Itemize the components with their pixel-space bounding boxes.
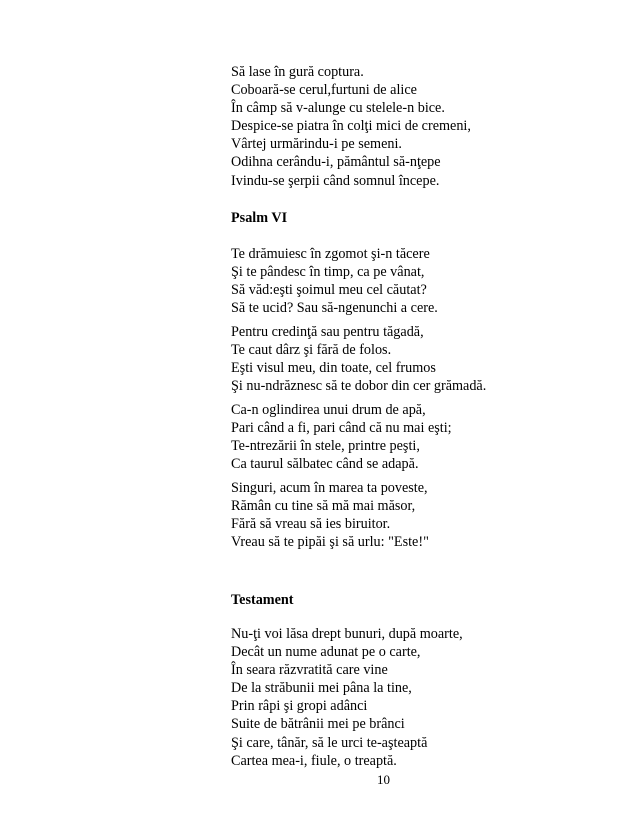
poem-line: Eşti visul meu, din toate, cel frumos (231, 360, 436, 377)
poem-line: Coboară-se cerul,furtuni de alice (231, 82, 417, 99)
poem-title-testament: Testament (231, 592, 294, 608)
poem-line: Ca-n oglindirea unui drum de apă, (231, 402, 426, 418)
poem-line: Odihna cerându-i, pământul să-nţepe (231, 154, 441, 171)
poem-line: Ivindu-se şerpii când somnul începe. (231, 172, 440, 189)
poem-line: Şi nu-ndrăznesc să te dobor din cer grămadă. (231, 378, 487, 395)
poem-line: Te caut dârz şi fără de folos. (231, 342, 392, 359)
poem-line: Despice-se piatra în colţi mici de cremeni, (231, 118, 471, 135)
poem-line: Şi care, tânăr, să le urci te-aşteaptă (231, 734, 428, 751)
poem-line: Decât un nume adunat pe o carte, (231, 644, 421, 661)
poem-line: De la străbunii mei pâna la tine, (231, 680, 412, 697)
poem-line: Vreau să te pipăi şi să urlu: "Este!" (231, 534, 429, 551)
poem-line: Te-ntrezării în stele, printre peşti, (231, 438, 420, 455)
poem-line: Singuri, acum în marea ta poveste, (231, 480, 428, 496)
poem-line: Suite de bătrânii mei pe brânci (231, 716, 405, 733)
poem-line: Să te ucid? Sau să-ngenunchi a cere. (231, 300, 438, 317)
poem-line: În seara răzvratită care vine (231, 662, 388, 679)
poem-line: Şi te pândesc în timp, ca pe vânat, (231, 264, 425, 281)
psalm-stanza-3 (231, 401, 452, 473)
poem-fragment (231, 63, 471, 190)
poem-line: Să văd:eşti şoimul meu cel căutat? (231, 282, 427, 299)
poem-line: Ca taurul sălbatec când se adapă. (231, 456, 419, 473)
poem-line: Vârtej urmărindu-i pe semeni. (231, 136, 402, 153)
psalm-stanza-2 (231, 323, 486, 395)
poem-line: Prin râpi şi gropi adânci (231, 698, 368, 715)
poem-title-psalm: Psalm VI (231, 210, 288, 226)
psalm-stanza-4 (231, 479, 429, 551)
poem-line: Te drămuiesc în zgomot şi-n tăcere (231, 246, 430, 262)
poem-line: Fără să vreau să ies biruitor. (231, 516, 391, 533)
poem-line: În câmp să v-alunge cu stelele-n bice. (231, 100, 445, 117)
poem-line: Cartea mea-i, fiule, o treaptă. (231, 752, 397, 769)
poem-line: Să lase în gură coptura. (231, 64, 364, 80)
poem-line: Rămân cu tine să mă mai măsor, (231, 498, 416, 515)
poem-line: Pentru credinţă sau pentru tăgadă, (231, 324, 424, 340)
poem-line: Pari când a fi, pari când că nu mai eşti; (231, 420, 452, 437)
page-number: 10 (377, 772, 390, 787)
poem-line: Nu-ţi voi lăsa drept bunuri, după moarte, (231, 626, 463, 642)
testament-body (231, 625, 463, 770)
psalm-stanza-1 (231, 245, 438, 317)
